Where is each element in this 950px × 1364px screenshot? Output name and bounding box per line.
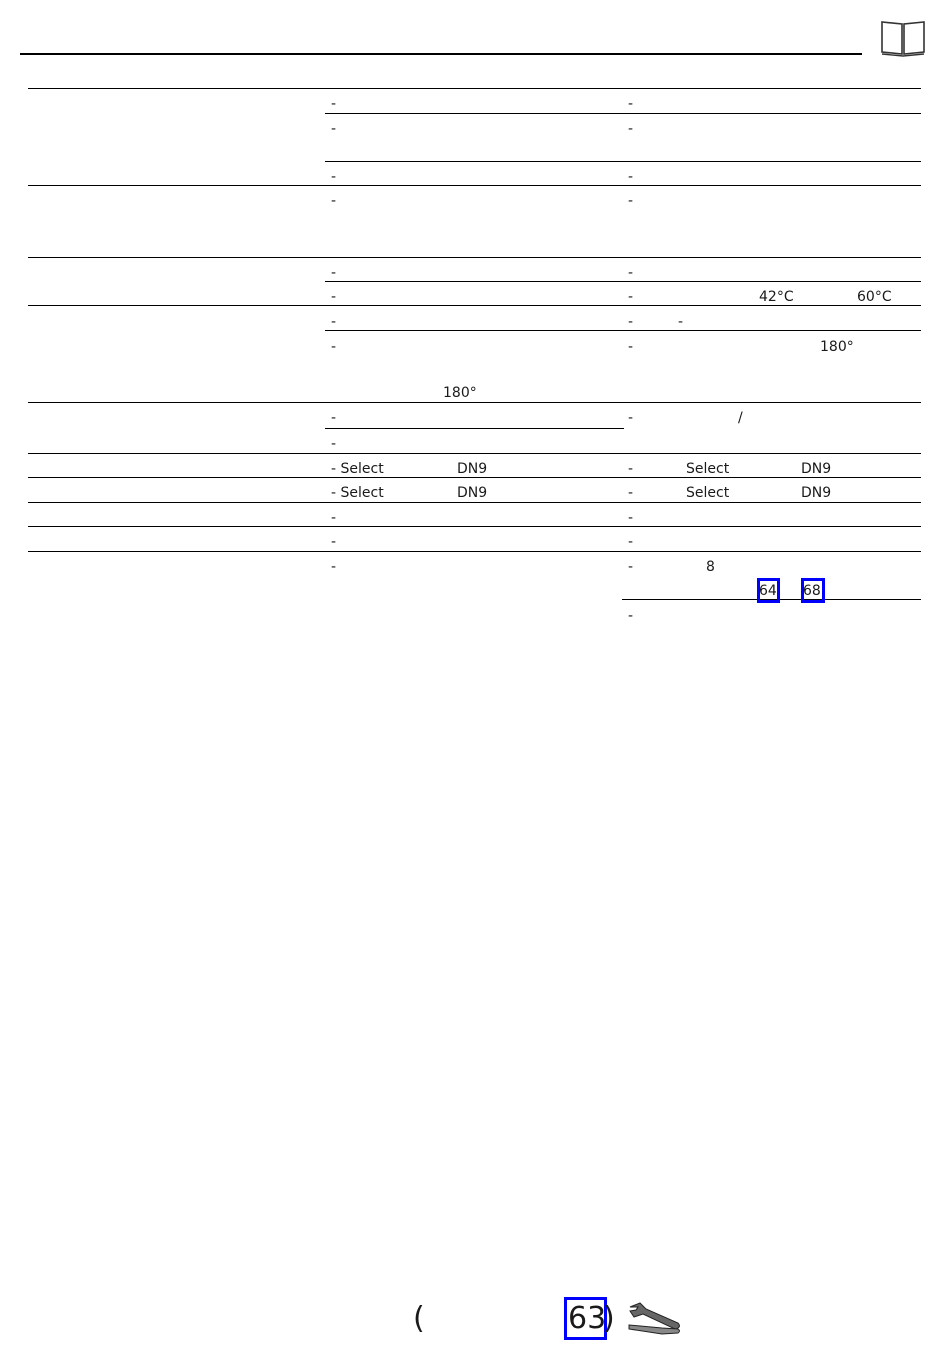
table-rule xyxy=(28,305,921,306)
dash: - xyxy=(628,461,634,477)
dash: - xyxy=(331,314,337,330)
select-text: Select xyxy=(686,485,730,501)
dash: - xyxy=(628,96,634,112)
dash: - xyxy=(331,410,337,426)
table-rule xyxy=(28,453,921,454)
dash: - xyxy=(331,265,337,281)
page-number[interactable]: 63 xyxy=(568,1301,607,1336)
dash: - xyxy=(331,510,337,526)
dash: - xyxy=(628,169,634,185)
dn9-text: DN9 xyxy=(457,461,488,477)
dn9-text: DN9 xyxy=(801,485,832,501)
page-ref-68[interactable]: 68 xyxy=(803,583,821,599)
dash: - xyxy=(331,169,337,185)
angle-value: 180° xyxy=(820,339,854,355)
table-subrule xyxy=(325,161,921,162)
temperature-value: 60°C xyxy=(857,289,892,305)
angle-value: 180° xyxy=(443,385,477,401)
book-icon xyxy=(880,18,926,58)
table-rule xyxy=(28,551,921,552)
select-text: - Select xyxy=(331,461,384,477)
table-rule xyxy=(28,88,921,89)
table-subrule xyxy=(325,281,921,282)
dash: - xyxy=(331,121,337,137)
dash: - xyxy=(628,121,634,137)
table-rule xyxy=(28,526,921,527)
dash: - xyxy=(331,559,337,575)
table-rule xyxy=(28,257,921,258)
footer-close-paren: ) xyxy=(603,1301,615,1336)
dash: - xyxy=(628,314,634,330)
slash-text: / xyxy=(738,410,743,426)
header-rule xyxy=(20,53,862,55)
dash: - xyxy=(628,485,634,501)
page-ref-64[interactable]: 64 xyxy=(759,583,777,599)
dash: - xyxy=(628,193,634,209)
select-text: Select xyxy=(686,461,730,477)
dash: - xyxy=(678,314,684,330)
select-text: - Select xyxy=(331,485,384,501)
dash: - xyxy=(628,608,634,624)
dash: - xyxy=(331,534,337,550)
dash: - xyxy=(628,510,634,526)
table-rule xyxy=(28,402,921,403)
dash: - xyxy=(628,534,634,550)
dash: - xyxy=(331,193,337,209)
table-subrule xyxy=(325,330,921,331)
dash: - xyxy=(628,339,634,355)
dash: - xyxy=(628,410,634,426)
dash: - xyxy=(331,96,337,112)
table-rule xyxy=(28,477,921,478)
table-rule xyxy=(28,502,921,503)
footer-open-paren: ( xyxy=(413,1301,425,1336)
dash: - xyxy=(628,265,634,281)
tools-icon xyxy=(626,1299,682,1337)
dash: - xyxy=(331,436,337,452)
temperature-value: 42°C xyxy=(759,289,794,305)
dash: - xyxy=(331,339,337,355)
dash: - xyxy=(628,559,634,575)
table-rule xyxy=(28,185,921,186)
table-subrule xyxy=(325,113,921,114)
dn9-text: DN9 xyxy=(457,485,488,501)
dash: - xyxy=(331,289,337,305)
dn9-text: DN9 xyxy=(801,461,832,477)
table-subrule xyxy=(325,428,624,429)
number-text: 8 xyxy=(706,559,715,575)
dash: - xyxy=(628,289,634,305)
